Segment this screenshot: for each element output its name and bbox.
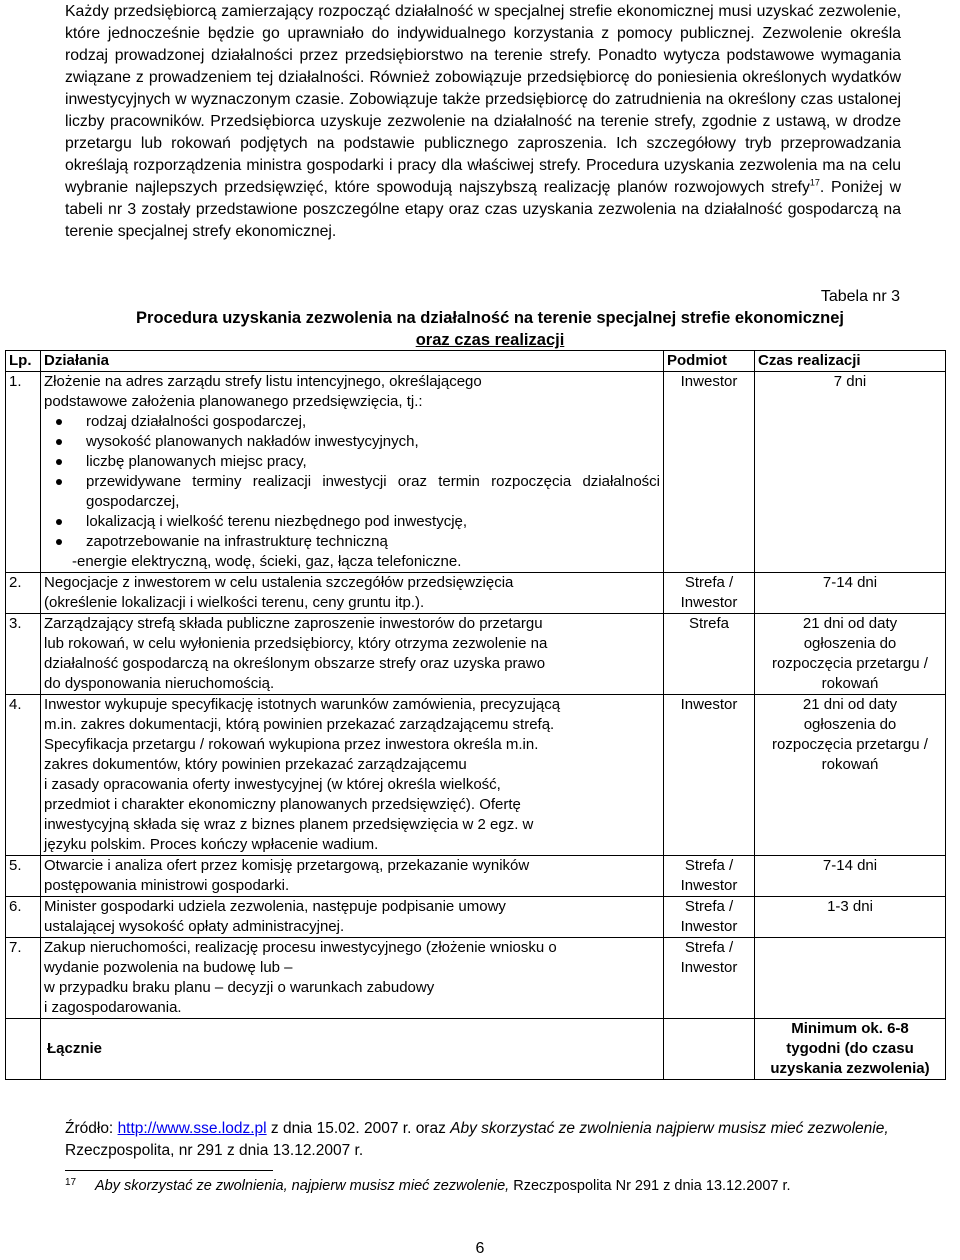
row-lp: 4. — [6, 695, 41, 856]
row-line: postępowania ministrowi gospodarki. — [44, 877, 290, 894]
row-line: 21 dni od daty — [802, 696, 898, 713]
row-line: rozpoczęcia przetargu / — [772, 736, 928, 753]
row-line: uzyskania zezwolenia) — [770, 1060, 930, 1077]
row-line: działalność gospodarczą na określonym obszarze strefy oraz uzyska prawo — [44, 655, 546, 672]
row-line: m.in. zakres dokumentacji, którą powinien przekazać zarządzającemu strefą. — [44, 716, 555, 733]
row-subject — [664, 856, 755, 897]
table-title-line2: oraz czas realizacji — [415, 331, 565, 349]
source-publication: Rzeczpospolita, nr 291 z dnia 13.12.2007 r. — [65, 1142, 364, 1159]
row-actions — [41, 856, 664, 897]
row-time: 1-3 dni — [755, 897, 946, 938]
table-row — [6, 856, 946, 897]
row-line: inwestycyjną składa się wraz z biznes planem przedsięwzięcia w 2 egz. w — [44, 816, 534, 833]
source-note — [65, 1118, 903, 1162]
row-subject — [664, 897, 755, 938]
table-reference: Tabela nr 3 — [820, 288, 900, 305]
row-actions — [41, 695, 664, 856]
row-line: Minimum ok. 6-8 — [791, 1020, 909, 1037]
row-lp: 5. — [6, 856, 41, 897]
row-actions — [41, 938, 664, 1019]
table-total-row — [6, 1019, 946, 1080]
row-line: wydanie pozwolenia na budowę lub – — [44, 959, 293, 976]
intro-text-part2: . Poniżej w tabeli nr 3 zostały przedstawione poszczególne etapy oraz czas uzyskania zezwolenia na działalność gospodarczą na terenie specjalnej strefy ekonomicznej. — [65, 179, 901, 240]
row-line: Zarządzający strefą składa publiczne zaproszenie inwestorów do przetargu — [44, 615, 543, 632]
row-actions — [41, 372, 664, 573]
footnote — [65, 1176, 915, 1196]
row-subject: Inwestor — [664, 695, 755, 856]
row-line: i zasady opracowania oferty inwestycyjnej (w której określa wielkość, — [44, 776, 501, 793]
footnote-title: Aby skorzystać ze zwolnienia, najpierw musisz mieć zezwolenie, — [95, 1178, 510, 1194]
page-number: 6 — [475, 1240, 485, 1257]
row-line: ogłoszenia do — [803, 635, 897, 652]
row-line: tygodni (do czasu — [786, 1040, 914, 1057]
row-line: Inwestor — [680, 959, 738, 976]
row-subject: Inwestor — [664, 372, 755, 573]
row-actions — [41, 573, 664, 614]
intro-text-part1: Każdy przedsiębiorcą zamierzający rozpocząć działalność w specjalnej strefie ekonomicznej musi uzyskać zezwolenie, które jednocześnie będzie go uprawniało do indywidualnego korzystania z pomocy publicznej. Zezwolenie określa rodzaj prowadzonej działalności przez przedsiębiorstwo na terenie strefy. Ponadto wytycza podstawowe wymagania związane z prowadzeniem tej działalności. Również zobowiązuje przedsiębiorcę do poniesienia określonych wydatków inwestycyjnych w wyznaczonym czasie. Zobowiązuje także przedsiębiorcę do zatrudnienia na określony czas ustalonej liczby pracowników. Przedsiębiorca uzyskuje zezwolenie na działalność na terenie strefy, zgodnie z ustawą, w drodze przetargu lub rokowań podjętych na podstawie publicznego zaproszenia. Ich szczegółowy tryb przeprowadzania określają rozporządzenia ministra gospodarki i pracy dla właściwej strefy. Procedura uzyskania zezwolenia ma na celu wybranie najlepszych przedsięwzięć, które spowodują najszybszą realizację planów rozwojowych strefy — [65, 3, 901, 196]
row-line: przedmiot i charakter ekonomiczny planowanych przedsięwzięć). Ofertę — [44, 796, 521, 813]
row-subject: Strefa — [664, 614, 755, 695]
row-line: Minister gospodarki udziela zezwolenia, następuje podpisanie umowy — [44, 898, 506, 915]
procedure-table — [5, 350, 946, 1080]
row-time — [755, 614, 946, 695]
row-line: lub rokowań, w celu wyłonienia przedsiębiorcy, który otrzyma zezwolenie na — [44, 635, 548, 652]
row-lp: 1. — [6, 372, 41, 573]
row-line: Zakup nieruchomości, realizację procesu inwestycyjnego (złożenie wniosku o — [44, 939, 557, 956]
row-time — [755, 695, 946, 856]
table-row — [6, 573, 946, 614]
footnote-separator — [65, 1170, 273, 1171]
row-lp: 3. — [6, 614, 41, 695]
header-subject: Podmiot — [664, 351, 755, 372]
row-line: rozpoczęcia przetargu / — [772, 655, 928, 672]
table-row — [6, 614, 946, 695]
row-line: rokowań — [821, 675, 879, 692]
row-line: Inwestor — [680, 594, 738, 611]
row-line: 21 dni od daty — [802, 615, 898, 632]
row-line: ustalającej wysokość opłaty administracyjnej. — [44, 918, 345, 935]
row-line: podstawowe założenia planowanego przedsięwzięcia, tj.: — [44, 393, 423, 410]
row-actions — [41, 897, 664, 938]
row-time — [755, 938, 946, 1019]
row-subject — [664, 938, 755, 1019]
header-actions: Działania — [41, 351, 664, 372]
row-line: Otwarcie i analiza ofert przez komisję przetargową, przekazanie wyników — [44, 857, 530, 874]
row-line: rokowań — [821, 756, 879, 773]
list-item: przewidywane terminy realizacji inwestycji oraz termin rozpoczęcia działalności gospodarczej, — [44, 472, 660, 512]
total-time — [755, 1019, 946, 1080]
row-line: Negocjacje z inwestorem w celu ustalenia szczegółów przedsięwzięcia — [44, 574, 514, 591]
table-row — [6, 372, 946, 573]
table-title — [40, 307, 940, 351]
table-header-row — [6, 351, 946, 372]
row-line: Inwestor — [680, 918, 738, 935]
source-link[interactable]: http://www.sse.lodz.pl — [117, 1120, 267, 1137]
table-row — [6, 695, 946, 856]
row-line: do dysponowania nieruchomością. — [44, 675, 275, 692]
row-line: Inwestor — [680, 877, 738, 894]
row-line: Strefa / — [684, 857, 734, 874]
footnote-number: 17 — [65, 1177, 77, 1188]
row-lp: 7. — [6, 938, 41, 1019]
row-line: ogłoszenia do — [803, 716, 897, 733]
row-time: 7-14 dni — [755, 856, 946, 897]
list-item: wysokość planowanych nakładów inwestycyjnych, — [44, 432, 660, 452]
table-row — [6, 897, 946, 938]
row-lp — [6, 1019, 41, 1080]
row-time: 7-14 dni — [755, 573, 946, 614]
row-lp: 2. — [6, 573, 41, 614]
row-line: w przypadku braku planu – decyzji o warunkach zabudowy — [44, 979, 435, 996]
source-article-title: Aby skorzystać ze zwolnienia najpierw musisz mieć zezwolenie, — [450, 1120, 889, 1137]
row-time: 7 dni — [755, 372, 946, 573]
intro-paragraph — [65, 1, 901, 243]
table-row — [6, 938, 946, 1019]
list-item: liczbę planowanych miejsc pracy, — [44, 452, 660, 472]
row-line: Strefa / — [684, 574, 734, 591]
source-date: z dnia 15.02. 2007 r. oraz — [266, 1120, 451, 1137]
list-item: lokalizacją i wielkość terenu niezbędnego pod inwestycję, — [44, 512, 660, 532]
row-lp: 6. — [6, 897, 41, 938]
total-label: Łącznie — [41, 1019, 664, 1080]
header-lp: Lp. — [6, 351, 41, 372]
row-subject — [664, 1019, 755, 1080]
list-item: rodzaj działalności gospodarczej, — [44, 412, 660, 432]
table-title-line1: Procedura uzyskania zezwolenia na działalność na terenie specjalnej strefie ekonomicznej — [136, 309, 844, 327]
footnote-reference[interactable]: 17 — [809, 177, 820, 188]
row-line: Inwestor wykupuje specyfikację istotnych warunków zamówienia, precyzującą — [44, 696, 561, 713]
row-line: języku polskim. Proces kończy wpłacenie wadium. — [44, 836, 379, 853]
row-line: Złożenie na adres zarządu strefy listu intencyjnego, określającego — [44, 373, 482, 390]
row-line: (określenie lokalizacji i wielkości terenu, ceny gruntu itp.). — [44, 594, 425, 611]
row-line: i zagospodarowania. — [44, 999, 182, 1016]
requirements-list — [44, 412, 660, 552]
row-line: zakres dokumentów, który powinien przekazać zarządzającemu — [44, 756, 467, 773]
row-line: Specyfikacja przetargu / rokowań wykupiona przez inwestora określa m.in. — [44, 736, 539, 753]
row-actions — [41, 614, 664, 695]
row-subject — [664, 573, 755, 614]
list-item: zapotrzebowanie na infrastrukturę techniczną — [44, 532, 660, 552]
source-prefix: Źródło: — [65, 1120, 118, 1137]
row-line: -energie elektryczną, wodę, ścieki, gaz, łącza telefoniczne. — [72, 553, 462, 570]
footnote-text: Rzeczpospolita Nr 291 z dnia 13.12.2007 r. — [509, 1178, 791, 1194]
row-line: Strefa / — [684, 898, 734, 915]
row-line: Strefa / — [684, 939, 734, 956]
header-time: Czas realizacji — [755, 351, 946, 372]
